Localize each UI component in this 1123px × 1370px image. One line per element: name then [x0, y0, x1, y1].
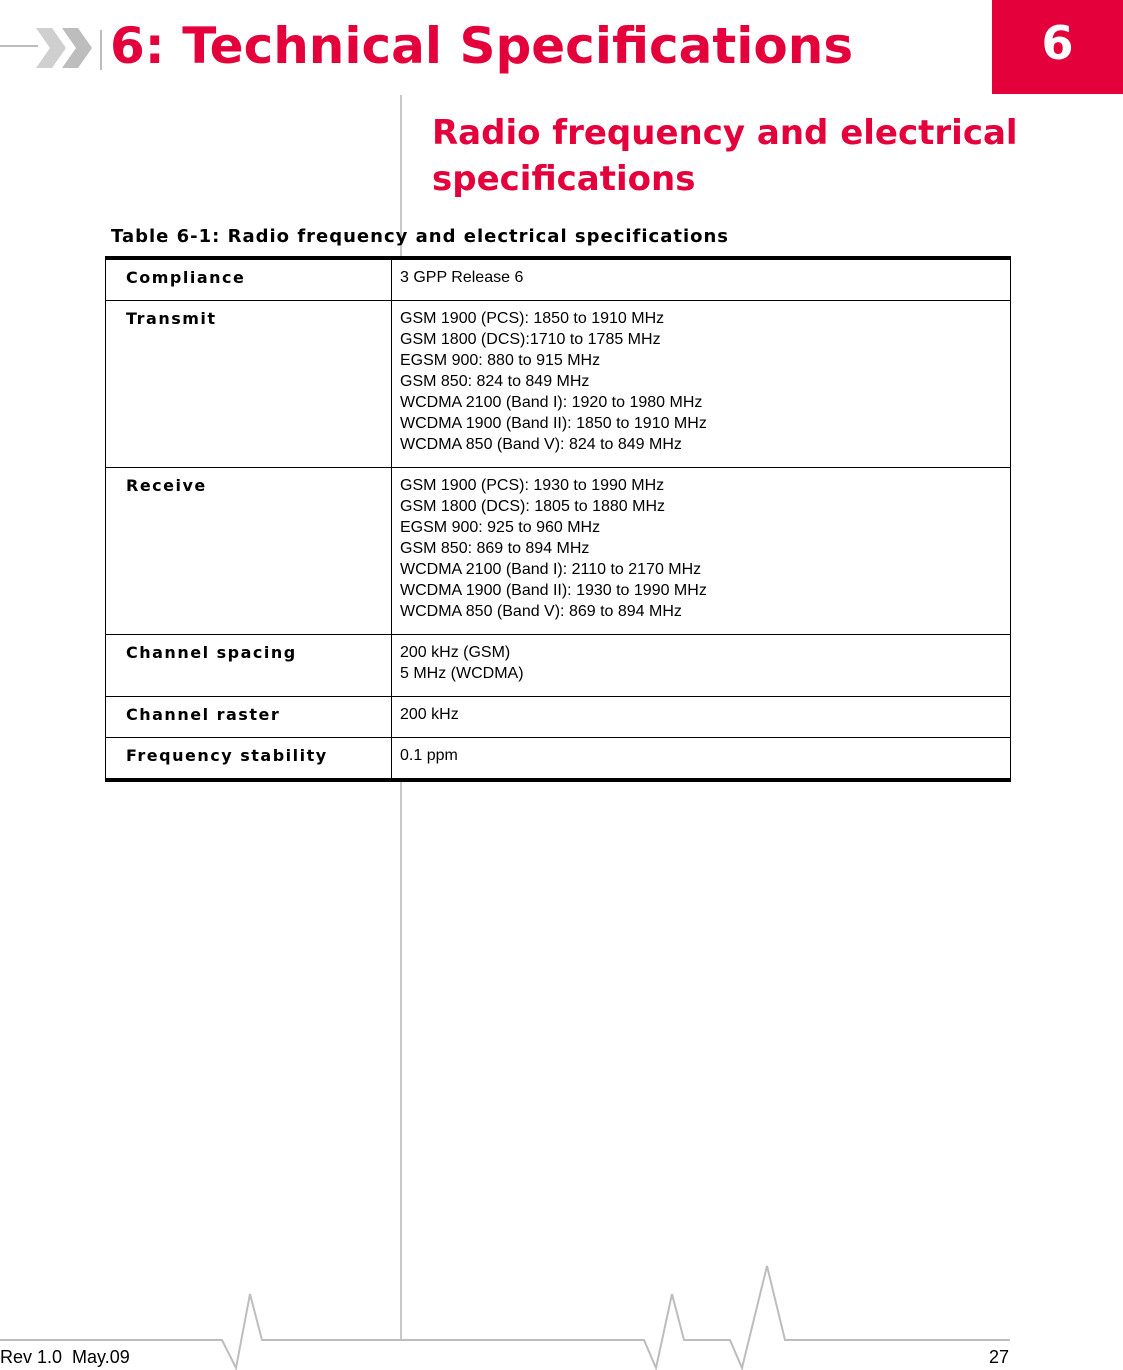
spec-label: Transmit [106, 301, 392, 468]
spec-value-line: WCDMA 850 (Band V): 869 to 894 MHz [400, 603, 682, 620]
table-row [106, 258, 1011, 301]
table-caption: Table 6-1: Radio frequency and electrical specifications [111, 226, 730, 247]
spec-value-line: 200 kHz (GSM) [400, 644, 511, 661]
spec-value-line: GSM 1900 (PCS): 1850 to 1910 MHz [400, 310, 665, 327]
spec-value [392, 301, 1011, 468]
spec-value-line: GSM 850: 869 to 894 MHz [400, 540, 590, 557]
spec-value [392, 635, 1011, 697]
spec-label: Channel raster [106, 697, 392, 738]
chapter-title: 6: Technical Specifications [110, 17, 854, 75]
section-title: Radio frequency and electrical specifications [432, 113, 1018, 199]
chapter-number-tab: 6 [992, 0, 1123, 94]
spec-value-line: WCDMA 2100 (Band I): 2110 to 2170 MHz [400, 561, 702, 578]
spec-value-line: GSM 1900 (PCS): 1930 to 1990 MHz [400, 477, 665, 494]
table-row [106, 738, 1011, 781]
spec-value-line: 0.1 ppm [400, 747, 458, 764]
spec-value-line: GSM 1800 (DCS):1710 to 1785 MHz [400, 331, 661, 348]
footer-page-number: 27 [988, 1347, 1009, 1367]
spec-value [392, 697, 1011, 738]
spec-value-line: WCDMA 850 (Band V): 824 to 849 MHz [400, 436, 682, 453]
chevron-arrows-icon [0, 20, 110, 76]
spec-value-line: EGSM 900: 925 to 960 MHz [400, 519, 601, 536]
spec-value [392, 468, 1011, 635]
spec-value-line: 3 GPP Release 6 [400, 269, 524, 286]
table-row [106, 697, 1011, 738]
spec-value-line: 5 MHz (WCDMA) [400, 665, 524, 682]
spec-value-line: GSM 850: 824 to 849 MHz [400, 373, 590, 390]
spec-value [392, 738, 1011, 781]
spec-value-line: GSM 1800 (DCS): 1805 to 1880 MHz [400, 498, 666, 515]
footer-revision: Rev 1.0 May.09 [0, 1347, 130, 1367]
spec-table [105, 256, 1011, 782]
table-row [106, 468, 1011, 635]
spec-label: Frequency stability [106, 738, 392, 781]
spec-label: Receive [106, 468, 392, 635]
spec-value-line: WCDMA 2100 (Band I): 1920 to 1980 MHz [400, 394, 703, 411]
spec-value-line: 200 kHz [400, 706, 459, 723]
waveform-decoration [0, 1260, 1123, 1370]
spec-value-line: WCDMA 1900 (Band II): 1930 to 1990 MHz [400, 582, 707, 599]
spec-value-line: WCDMA 1900 (Band II): 1850 to 1910 MHz [400, 415, 707, 432]
table-row [106, 635, 1011, 697]
spec-value-line: EGSM 900: 880 to 915 MHz [400, 352, 601, 369]
spec-value [392, 258, 1011, 301]
spec-label: Compliance [106, 258, 392, 301]
spec-label: Channel spacing [106, 635, 392, 697]
table-row [106, 301, 1011, 468]
